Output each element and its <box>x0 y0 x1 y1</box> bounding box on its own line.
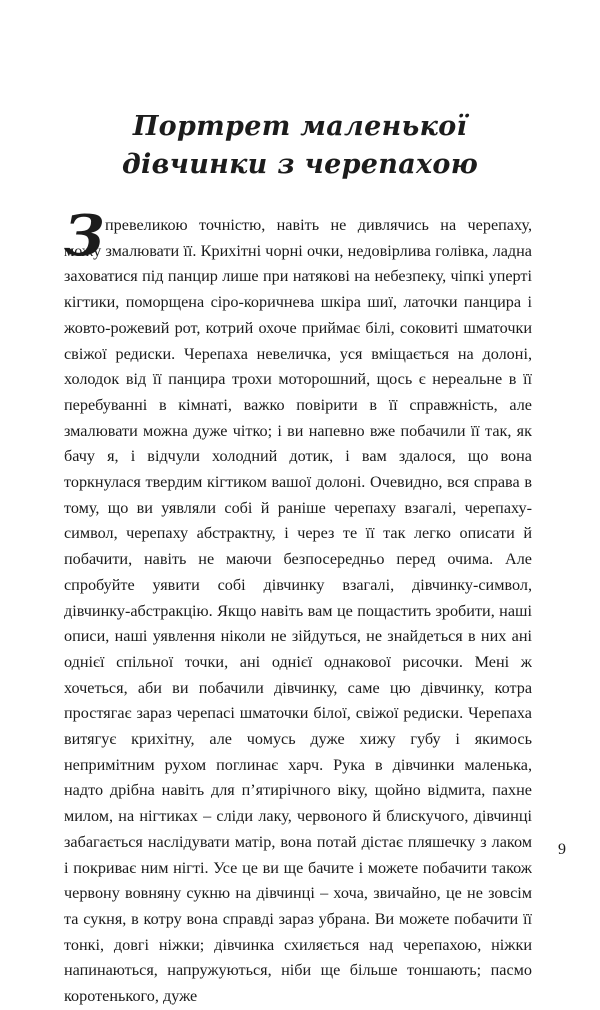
text-paragraph: можу змалювати її. Крихітні чорні очки, недовірлива голівка, ладна заховатися під панцир лише при натякові на небезпеку, чіпкі уперті кігтики, поморщена сіро-коричнева шкіра шиї, латочки панцира і жовто-рожевий рот, котрий охоче приймає білі, соковиті шматочки свіжої редиски. Черепаха невеличка, уся вміщається на долоні, холодок від її панцира трохи моторошний, щось є нереальне в її перебуванні в кімнаті, важко повірити в її справжність, але змалювати можна дуже чітко; і ви напевно вже побачили її так, як бачу я, і відчули холодний дотик, і вам здалося, що вона торкнулася твердим кігтиком вашої долоні. Очевидно, вся справа в тому, що ви уявляли собі й раніше черепаху взагалі, черепаху-символ, черепаху абстрактну, і через те її так легко описати й побачити, навіть не маючи безпосередньо перед очима. Але спробуйте уявити собі дівчинку взагалі, дівчинку-символ, дівчинку-абстракцію. Якщо навіть вам це пощастить зробити, наші описи, наші уявлення ніколи не зійдуться, не знайдеться в них ані однієї спільної точки, ані однієї однакової рисочки. Мені ж хочеться, аби ви побачили дівчинку, саме цю дівчинку, котра простягає зараз черепасі шматочки білої, свіжої редиски. Черепаха витягує крихітну, але чомусь дуже хижу губу і якимось непримітним рухом поглинає харч. Рука в дівчинки маленька, надто дрібна навіть для п’ятирічного віку, щойно відмита, пахне милом, на нігтиках – сліди лаку, червоного й блискучого, дівчинці забагається наслідувати матір, вона потай дістає пляшечку з лаком і покриває ним нігті. Усе це ви ще бачите і можете побачити також червону вовняну сукню на дівчинці – хоча, звичайно, це не зовсім та сукня, в котру вона справді зараз убрана. Ви можете побачити її тонкі, довгі ніжки; дівчинка схиляється над черепахою, ніжки напинаються, напружуються, ніби ще більше тоншають; пасмо коротенького, дуже <box>64 241 532 1006</box>
chapter-title-line-2: дівчинки з черепахою <box>121 149 479 180</box>
drop-cap-letter: З <box>64 203 105 269</box>
body-text <box>64 213 532 1010</box>
chapter-title-line-1: Портрет маленької <box>132 111 468 142</box>
chapter-title <box>0 108 600 184</box>
page-number: 9 <box>558 841 566 858</box>
text-line-first: превеликою точністю, навіть не дивлячись на черепаху, <box>105 216 532 234</box>
